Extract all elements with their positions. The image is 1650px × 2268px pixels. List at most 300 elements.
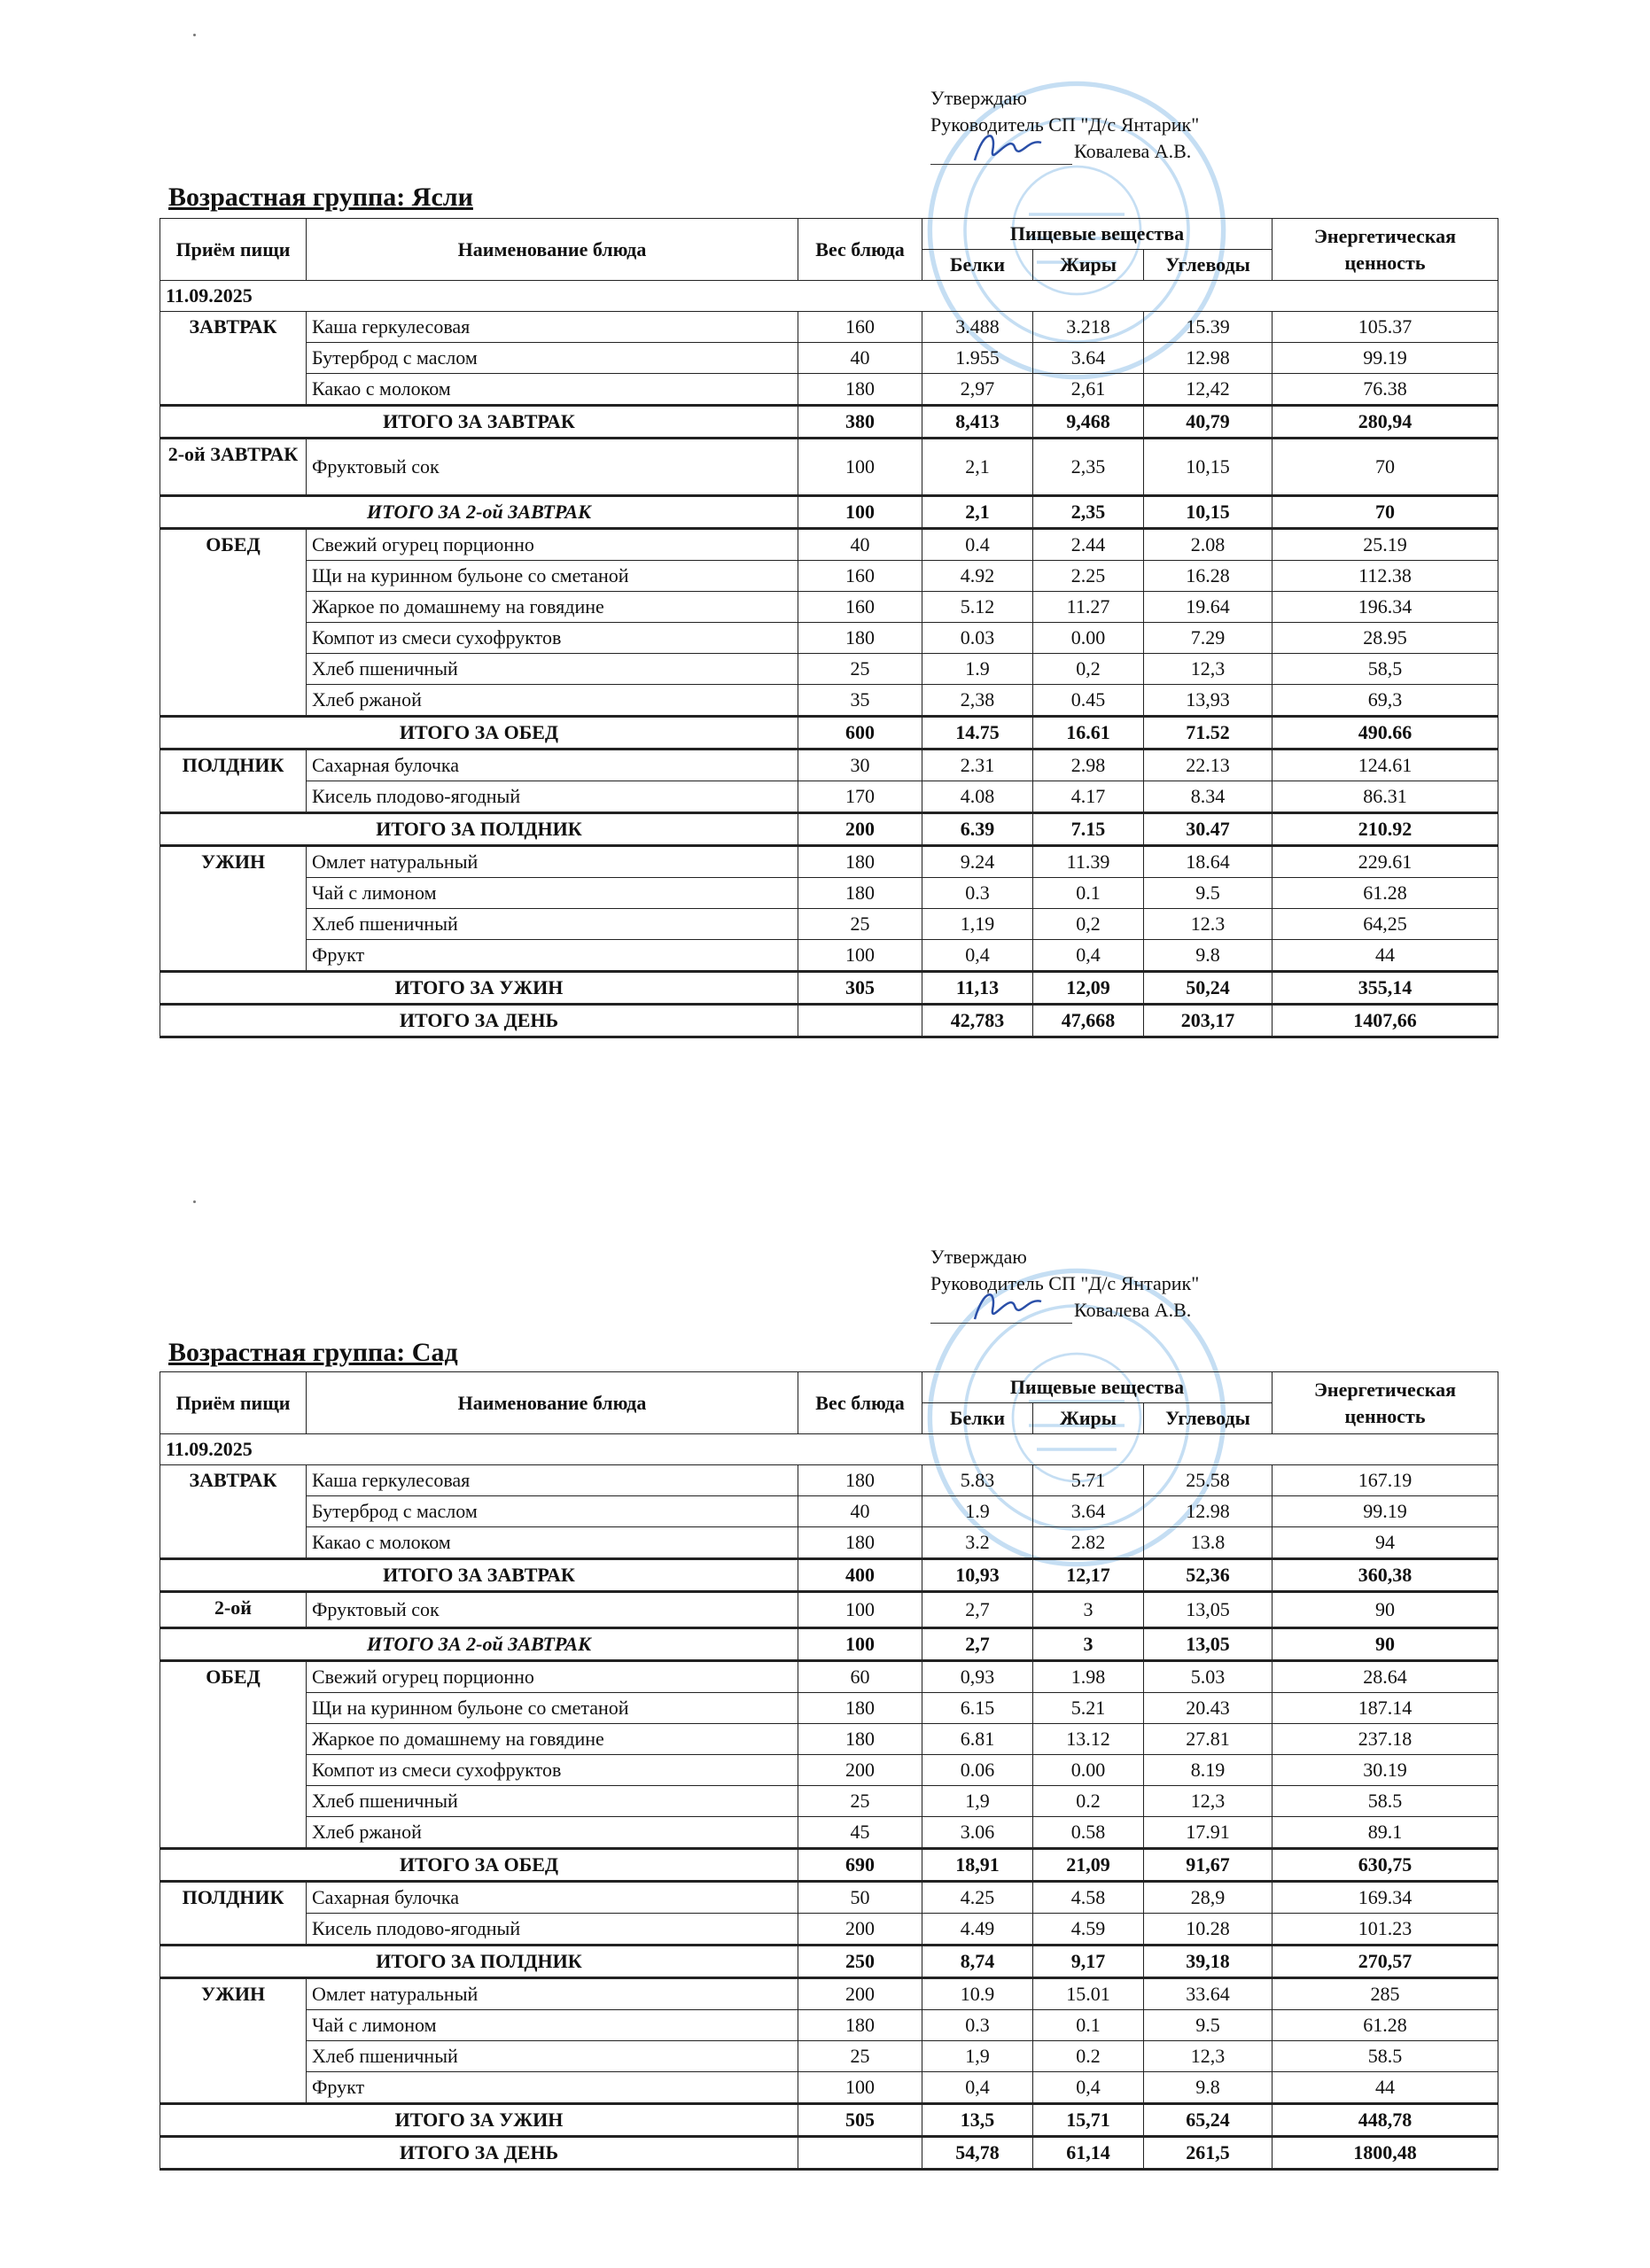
table-row [160, 529, 1498, 561]
header-nutrients: Пищевые вещества [922, 219, 1273, 250]
dish-protein: 3.06 [922, 1817, 1033, 1849]
dish-fat: 2.25 [1033, 561, 1144, 592]
total-f: 9,468 [1033, 406, 1144, 439]
dish-fat: 5.71 [1033, 1465, 1144, 1496]
dish-weight: 200 [798, 1755, 922, 1786]
menu-table [160, 1371, 1498, 2171]
dish-name: Сахарная булочка [307, 750, 798, 781]
total-w: 100 [798, 496, 922, 529]
dish-fat: 0.00 [1033, 1755, 1144, 1786]
group-title: Возрастная группа: Ясли [168, 183, 473, 212]
dish-protein: 5.12 [922, 592, 1033, 623]
dish-weight: 35 [798, 685, 922, 717]
total-f: 9,17 [1033, 1946, 1144, 1978]
total-w: 690 [798, 1849, 922, 1882]
day-total-w [798, 1005, 922, 1037]
dish-energy: 229.61 [1273, 846, 1498, 878]
dish-fat: 1.98 [1033, 1661, 1144, 1693]
dish-carbs: 9.5 [1144, 878, 1273, 909]
dish-protein: 5.83 [922, 1465, 1033, 1496]
dish-fat: 2.82 [1033, 1527, 1144, 1559]
dish-energy: 61.28 [1273, 2010, 1498, 2041]
dish-fat: 4.58 [1033, 1882, 1144, 1914]
header-dish: Наименование блюда [307, 219, 798, 281]
dish-energy: 237.18 [1273, 1724, 1498, 1755]
meal-name: ЗАВТРАК [160, 312, 307, 406]
total-row [160, 1849, 1498, 1882]
total-w: 380 [798, 406, 922, 439]
dish-name: Какао с молоком [307, 1527, 798, 1559]
dish-carbs: 25.58 [1144, 1465, 1273, 1496]
dish-weight: 40 [798, 529, 922, 561]
table-row [160, 1592, 1498, 1628]
meal-name: ПОЛДНИК [160, 1882, 307, 1946]
header-protein: Белки [922, 1403, 1033, 1434]
dish-weight: 25 [798, 2041, 922, 2072]
dish-fat: 0,2 [1033, 654, 1144, 685]
dish-carbs: 13,93 [1144, 685, 1273, 717]
dish-carbs: 7.29 [1144, 623, 1273, 654]
dish-protein: 2,97 [922, 374, 1033, 406]
total-p: 2,7 [922, 1628, 1033, 1661]
dish-protein: 1,9 [922, 1786, 1033, 1817]
day-total-e: 1800,48 [1273, 2137, 1498, 2170]
dish-fat: 5.21 [1033, 1693, 1144, 1724]
approval-line-1: Утверждаю [930, 1246, 1027, 1268]
meal-name: ПОЛДНИК [160, 750, 307, 813]
day-total-p: 54,78 [922, 2137, 1033, 2170]
meal-name: 2-ой ЗАВТРАК [160, 439, 307, 496]
meal-name: УЖИН [160, 846, 307, 972]
dish-name: Хлеб пшеничный [307, 1786, 798, 1817]
dish-fat: 0.2 [1033, 2041, 1144, 2072]
total-row [160, 1559, 1498, 1592]
signature [930, 1303, 1072, 1324]
total-row [160, 972, 1498, 1005]
table-row [160, 2041, 1498, 2072]
dish-carbs: 12,42 [1144, 374, 1273, 406]
dish-weight: 180 [798, 374, 922, 406]
dish-protein: 1.9 [922, 1496, 1033, 1527]
dish-protein: 0.03 [922, 623, 1033, 654]
dish-weight: 100 [798, 2072, 922, 2104]
dish-carbs: 13.8 [1144, 1527, 1273, 1559]
table-row [160, 2072, 1498, 2104]
dish-weight: 40 [798, 343, 922, 374]
dish-protein: 2,38 [922, 685, 1033, 717]
dish-energy: 44 [1273, 2072, 1498, 2104]
dish-name: Хлеб пшеничный [307, 654, 798, 685]
total-row [160, 813, 1498, 846]
header-dish: Наименование блюда [307, 1372, 798, 1434]
total-f: 16.61 [1033, 717, 1144, 750]
total-label: ИТОГО ЗА УЖИН [160, 2104, 798, 2137]
table-row [160, 1914, 1498, 1946]
dish-protein: 2,7 [922, 1592, 1033, 1628]
dish-weight: 180 [798, 1724, 922, 1755]
dish-protein: 1,9 [922, 2041, 1033, 2072]
total-row [160, 717, 1498, 750]
total-label: ИТОГО ЗА ОБЕД [160, 1849, 798, 1882]
dish-name: Хлеб ржаной [307, 1817, 798, 1849]
dish-weight: 45 [798, 1817, 922, 1849]
dish-protein: 2,1 [922, 439, 1033, 496]
dish-name: Какао с молоком [307, 374, 798, 406]
header-meal: Приём пищи [160, 1372, 307, 1434]
table-row [160, 1496, 1498, 1527]
day-total-p: 42,783 [922, 1005, 1033, 1037]
header-carbs: Углеводы [1144, 1403, 1273, 1434]
table-row [160, 343, 1498, 374]
dish-name: Чай с лимоном [307, 878, 798, 909]
total-w: 505 [798, 2104, 922, 2137]
group-title: Возрастная группа: Сад [168, 1338, 458, 1367]
total-e: 90 [1273, 1628, 1498, 1661]
meal-name: 2-ой [160, 1592, 307, 1628]
total-w: 305 [798, 972, 922, 1005]
total-p: 10,93 [922, 1559, 1033, 1592]
dish-energy: 112.38 [1273, 561, 1498, 592]
total-e: 280,94 [1273, 406, 1498, 439]
total-f: 15,71 [1033, 2104, 1144, 2137]
dish-fat: 2.44 [1033, 529, 1144, 561]
dish-carbs: 17.91 [1144, 1817, 1273, 1849]
total-c: 50,24 [1144, 972, 1273, 1005]
dish-name: Свежий огурец порционно [307, 1661, 798, 1693]
dish-fat: 15.01 [1033, 1978, 1144, 2010]
dish-fat: 0.58 [1033, 1817, 1144, 1849]
total-f: 21,09 [1033, 1849, 1144, 1882]
dish-carbs: 33.64 [1144, 1978, 1273, 2010]
table-row [160, 439, 1498, 496]
approval-line-2: Руководитель СП "Д/с Янтарик" [930, 1272, 1200, 1294]
approval-line-3: Ковалева А.В. [1074, 140, 1192, 162]
table-row [160, 1661, 1498, 1693]
dish-weight: 160 [798, 312, 922, 343]
header-weight: Вес блюда [798, 1372, 922, 1434]
header-energy: Энергетическая ценность [1273, 219, 1498, 281]
dish-carbs: 5.03 [1144, 1661, 1273, 1693]
day-total-f: 61,14 [1033, 2137, 1144, 2170]
total-c: 30.47 [1144, 813, 1273, 846]
day-total-c: 203,17 [1144, 1005, 1273, 1037]
total-label: ИТОГО ЗА 2-ой ЗАВТРАК [160, 1628, 798, 1661]
dish-protein: 3.2 [922, 1527, 1033, 1559]
dish-weight: 50 [798, 1882, 922, 1914]
total-e: 210.92 [1273, 813, 1498, 846]
dish-energy: 89.1 [1273, 1817, 1498, 1849]
dish-name: Бутерброд с маслом [307, 1496, 798, 1527]
dish-weight: 180 [798, 623, 922, 654]
dish-energy: 99.19 [1273, 1496, 1498, 1527]
dish-fat: 0.00 [1033, 623, 1144, 654]
total-p: 2,1 [922, 496, 1033, 529]
dish-weight: 160 [798, 592, 922, 623]
dish-protein: 3.488 [922, 312, 1033, 343]
dish-energy: 99.19 [1273, 343, 1498, 374]
table-row [160, 1693, 1498, 1724]
table-row [160, 685, 1498, 717]
total-c: 91,67 [1144, 1849, 1273, 1882]
dish-carbs: 13,05 [1144, 1592, 1273, 1628]
table-row [160, 1882, 1498, 1914]
dish-protein: 10.9 [922, 1978, 1033, 2010]
total-w: 600 [798, 717, 922, 750]
dish-name: Фрукт [307, 2072, 798, 2104]
dish-energy: 76.38 [1273, 374, 1498, 406]
dish-energy: 169.34 [1273, 1882, 1498, 1914]
dish-protein: 0,4 [922, 940, 1033, 972]
dish-weight: 160 [798, 561, 922, 592]
dish-fat: 0.2 [1033, 1786, 1144, 1817]
dish-carbs: 2.08 [1144, 529, 1273, 561]
total-label: ИТОГО ЗА УЖИН [160, 972, 798, 1005]
dish-weight: 40 [798, 1496, 922, 1527]
day-total-label: ИТОГО ЗА ДЕНЬ [160, 1005, 798, 1037]
total-w: 400 [798, 1559, 922, 1592]
total-e: 630,75 [1273, 1849, 1498, 1882]
dish-carbs: 9.5 [1144, 2010, 1273, 2041]
dish-weight: 25 [798, 1786, 922, 1817]
dish-name: Каша геркулесовая [307, 1465, 798, 1496]
dish-fat: 2,61 [1033, 374, 1144, 406]
total-f: 3 [1033, 1628, 1144, 1661]
dish-name: Хлеб пшеничный [307, 2041, 798, 2072]
dish-carbs: 8.19 [1144, 1755, 1273, 1786]
total-p: 18,91 [922, 1849, 1033, 1882]
dish-energy: 187.14 [1273, 1693, 1498, 1724]
total-label: ИТОГО ЗА ПОЛДНИК [160, 813, 798, 846]
table-row [160, 1786, 1498, 1817]
dish-protein: 0,4 [922, 2072, 1033, 2104]
date-cell: 11.09.2025 [160, 1434, 1498, 1465]
total-w: 250 [798, 1946, 922, 1978]
dish-fat: 0.1 [1033, 878, 1144, 909]
total-c: 10,15 [1144, 496, 1273, 529]
approval-line-3: Ковалева А.В. [1074, 1299, 1192, 1321]
dish-energy: 167.19 [1273, 1465, 1498, 1496]
dish-name: Бутерброд с маслом [307, 343, 798, 374]
dish-fat: 3.218 [1033, 312, 1144, 343]
dish-name: Компот из смеси сухофруктов [307, 623, 798, 654]
total-row [160, 406, 1498, 439]
dish-weight: 180 [798, 878, 922, 909]
dish-energy: 124.61 [1273, 750, 1498, 781]
total-e: 270,57 [1273, 1946, 1498, 1978]
table-row [160, 623, 1498, 654]
dish-name: Щи на куринном бульоне со сметаной [307, 1693, 798, 1724]
total-row [160, 1946, 1498, 1978]
total-label: ИТОГО ЗА ОБЕД [160, 717, 798, 750]
dish-name: Омлет натуральный [307, 1978, 798, 2010]
dish-protein: 4.08 [922, 781, 1033, 813]
total-label: ИТОГО ЗА ЗАВТРАК [160, 1559, 798, 1592]
dish-carbs: 19.64 [1144, 592, 1273, 623]
dish-energy: 86.31 [1273, 781, 1498, 813]
dish-weight: 200 [798, 1914, 922, 1946]
dish-carbs: 9.8 [1144, 940, 1273, 972]
dish-name: Хлеб ржаной [307, 685, 798, 717]
dish-carbs: 12,3 [1144, 1786, 1273, 1817]
header-weight: Вес блюда [798, 219, 922, 281]
dish-energy: 94 [1273, 1527, 1498, 1559]
table-row [160, 1817, 1498, 1849]
dish-energy: 58,5 [1273, 654, 1498, 685]
dish-fat: 11.39 [1033, 846, 1144, 878]
dish-energy: 285 [1273, 1978, 1498, 2010]
dish-name: Жаркое по домашнему на говядине [307, 1724, 798, 1755]
dish-protein: 1,19 [922, 909, 1033, 940]
table-row [160, 781, 1498, 813]
total-w: 200 [798, 813, 922, 846]
dish-protein: 0.06 [922, 1755, 1033, 1786]
dish-weight: 180 [798, 1465, 922, 1496]
total-p: 6.39 [922, 813, 1033, 846]
dish-weight: 100 [798, 439, 922, 496]
total-f: 12,17 [1033, 1559, 1144, 1592]
dish-fat: 0,4 [1033, 940, 1144, 972]
table-row [160, 909, 1498, 940]
table-row [160, 374, 1498, 406]
total-c: 52,36 [1144, 1559, 1273, 1592]
dish-energy: 61.28 [1273, 878, 1498, 909]
total-c: 13,05 [1144, 1628, 1273, 1661]
total-c: 65,24 [1144, 2104, 1273, 2137]
dish-protein: 0.3 [922, 878, 1033, 909]
dish-energy: 58.5 [1273, 1786, 1498, 1817]
table-row [160, 750, 1498, 781]
dish-weight: 170 [798, 781, 922, 813]
total-f: 2,35 [1033, 496, 1144, 529]
signature [930, 144, 1072, 165]
dish-carbs: 22.13 [1144, 750, 1273, 781]
dish-protein: 4.49 [922, 1914, 1033, 1946]
total-c: 40,79 [1144, 406, 1273, 439]
dish-carbs: 12.98 [1144, 1496, 1273, 1527]
dish-fat: 3.64 [1033, 343, 1144, 374]
dish-carbs: 16.28 [1144, 561, 1273, 592]
dish-carbs: 12.98 [1144, 343, 1273, 374]
day-total-row [160, 2137, 1498, 2170]
table-row [160, 592, 1498, 623]
dish-fat: 3 [1033, 1592, 1144, 1628]
dish-name: Фруктовый сок [307, 439, 798, 496]
dish-fat: 0.45 [1033, 685, 1144, 717]
dish-carbs: 9.8 [1144, 2072, 1273, 2104]
dish-fat: 0.1 [1033, 2010, 1144, 2041]
dish-name: Компот из смеси сухофруктов [307, 1755, 798, 1786]
dish-energy: 64,25 [1273, 909, 1498, 940]
total-row [160, 1628, 1498, 1661]
dish-name: Чай с лимоном [307, 2010, 798, 2041]
dish-protein: 2.31 [922, 750, 1033, 781]
table-row [160, 2010, 1498, 2041]
dish-carbs: 28,9 [1144, 1882, 1273, 1914]
day-total-label: ИТОГО ЗА ДЕНЬ [160, 2137, 798, 2170]
dish-fat: 13.12 [1033, 1724, 1144, 1755]
dish-fat: 11.27 [1033, 592, 1144, 623]
approval-line-2: Руководитель СП "Д/с Янтарик" [930, 113, 1200, 136]
total-c: 71.52 [1144, 717, 1273, 750]
total-e: 490.66 [1273, 717, 1498, 750]
dish-protein: 0.4 [922, 529, 1033, 561]
dish-fat: 0,2 [1033, 909, 1144, 940]
dish-name: Фрукт [307, 940, 798, 972]
dish-weight: 180 [798, 1527, 922, 1559]
total-c: 39,18 [1144, 1946, 1273, 1978]
dish-protein: 4.25 [922, 1882, 1033, 1914]
total-w: 100 [798, 1628, 922, 1661]
total-label: ИТОГО ЗА 2-ой ЗАВТРАК [160, 496, 798, 529]
total-p: 11,13 [922, 972, 1033, 1005]
header-energy: Энергетическая ценность [1273, 1372, 1498, 1434]
total-p: 14.75 [922, 717, 1033, 750]
table-row [160, 654, 1498, 685]
header-meal: Приём пищи [160, 219, 307, 281]
dish-fat: 3.64 [1033, 1496, 1144, 1527]
dish-weight: 200 [798, 1978, 922, 2010]
dish-protein: 6.81 [922, 1724, 1033, 1755]
approval-stamp [930, 85, 1199, 165]
dish-name: Кисель плодово-ягодный [307, 781, 798, 813]
dish-energy: 70 [1273, 439, 1498, 496]
day-total-row [160, 1005, 1498, 1037]
table-row [160, 1465, 1498, 1496]
dish-weight: 25 [798, 654, 922, 685]
dish-name: Свежий огурец порционно [307, 529, 798, 561]
total-e: 448,78 [1273, 2104, 1498, 2137]
dish-carbs: 18.64 [1144, 846, 1273, 878]
dish-weight: 25 [798, 909, 922, 940]
dish-weight: 100 [798, 940, 922, 972]
dish-carbs: 10,15 [1144, 439, 1273, 496]
dish-name: Кисель плодово-ягодный [307, 1914, 798, 1946]
dish-fat: 4.59 [1033, 1914, 1144, 1946]
table-row [160, 1527, 1498, 1559]
dish-name: Щи на куринном бульоне со сметаной [307, 561, 798, 592]
table-row [160, 1724, 1498, 1755]
total-p: 8,74 [922, 1946, 1033, 1978]
table-row [160, 561, 1498, 592]
dish-fat: 4.17 [1033, 781, 1144, 813]
total-p: 8,413 [922, 406, 1033, 439]
dish-weight: 60 [798, 1661, 922, 1693]
day-total-e: 1407,66 [1273, 1005, 1498, 1037]
dish-energy: 105.37 [1273, 312, 1498, 343]
dish-weight: 180 [798, 2010, 922, 2041]
dish-energy: 90 [1273, 1592, 1498, 1628]
dish-weight: 180 [798, 1693, 922, 1724]
dish-carbs: 20.43 [1144, 1693, 1273, 1724]
day-total-w [798, 2137, 922, 2170]
dish-energy: 44 [1273, 940, 1498, 972]
dish-name: Каша геркулесовая [307, 312, 798, 343]
dish-protein: 1.955 [922, 343, 1033, 374]
day-total-f: 47,668 [1033, 1005, 1144, 1037]
day-total-c: 261,5 [1144, 2137, 1273, 2170]
dish-carbs: 10.28 [1144, 1914, 1273, 1946]
dish-protein: 1.9 [922, 654, 1033, 685]
header-nutrients: Пищевые вещества [922, 1372, 1273, 1403]
dish-protein: 6.15 [922, 1693, 1033, 1724]
dish-protein: 4.92 [922, 561, 1033, 592]
dish-weight: 100 [798, 1592, 922, 1628]
total-f: 7.15 [1033, 813, 1144, 846]
header-fat: Жиры [1033, 1403, 1144, 1434]
table-row [160, 1755, 1498, 1786]
dish-weight: 30 [798, 750, 922, 781]
dish-name: Сахарная булочка [307, 1882, 798, 1914]
